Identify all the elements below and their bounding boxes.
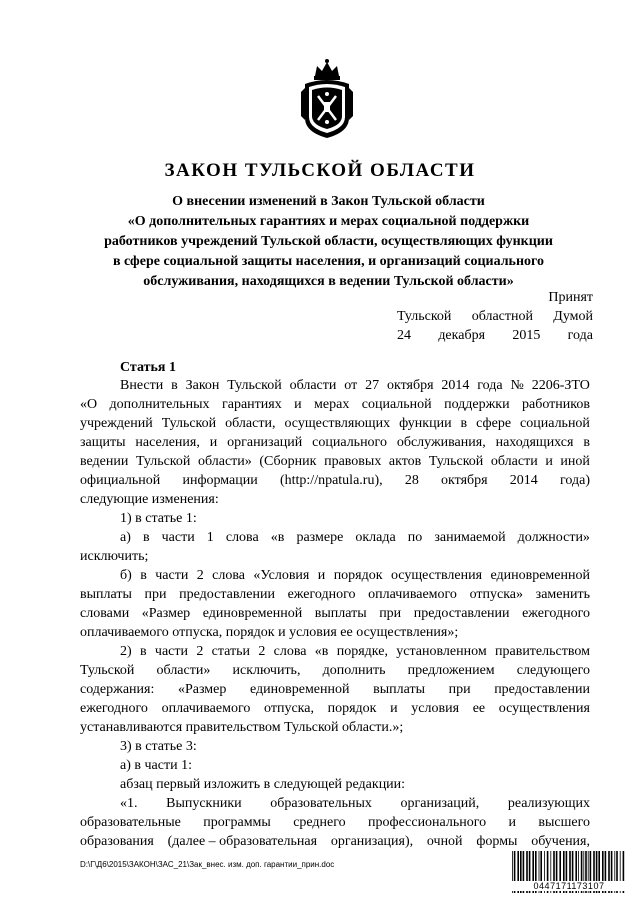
word: статьи <box>211 644 250 659</box>
adopted-word: областной <box>471 309 533 324</box>
word: предоставлении <box>179 587 275 602</box>
text-line <box>80 737 590 756</box>
word: информации <box>182 473 258 488</box>
text-line <box>80 623 590 642</box>
text-line <box>80 642 590 661</box>
word: исключить, <box>232 663 301 678</box>
word: гарантиях <box>221 397 282 412</box>
word: высшего <box>538 815 590 830</box>
word: «Размер <box>141 606 191 621</box>
word: очной <box>426 834 463 849</box>
word: Тульской <box>161 416 217 431</box>
text-line <box>80 395 590 414</box>
word: оплачиваемого <box>161 701 251 716</box>
word: абзац первый изложить в следующей редакции: <box>120 777 406 792</box>
word: (Сборник <box>259 454 317 469</box>
text-line <box>80 509 590 528</box>
word: октября <box>441 473 488 488</box>
text-line <box>80 547 590 566</box>
word: по <box>407 530 423 545</box>
subtitle-line: обслуживания, находящихся в ведении Тульской области» <box>143 274 514 289</box>
adopted-label: Принят <box>548 290 593 305</box>
text-line <box>80 699 590 718</box>
word: мерах <box>314 397 350 412</box>
word: 2206-ЗТО <box>531 378 590 393</box>
text-line <box>80 756 590 775</box>
tula-coat-of-arms-icon <box>299 58 355 142</box>
word: части <box>161 530 195 545</box>
word: выплаты <box>373 682 425 697</box>
word: правовых <box>324 454 382 469</box>
word: в <box>139 644 147 659</box>
word: осуществления <box>390 568 483 583</box>
word: отпуска» <box>469 587 524 602</box>
word: иной <box>560 454 590 469</box>
word: порядок <box>327 701 377 716</box>
word: социального <box>312 435 387 450</box>
word: «1. <box>120 796 138 811</box>
word: формы <box>476 834 518 849</box>
word: образовательных <box>270 796 372 811</box>
word: защиты <box>80 435 126 450</box>
law-subtitle <box>80 192 577 292</box>
word: функции <box>399 416 452 431</box>
adoption-date-year: 2015 <box>512 328 541 343</box>
word: оплачиваемого отпуска, порядок и условия ее осуществления»; <box>80 625 459 640</box>
text-line <box>80 794 590 813</box>
word: и <box>209 435 218 450</box>
word: сфере <box>476 416 512 431</box>
word: среднего <box>293 815 346 830</box>
word: оплачиваемого <box>368 587 457 602</box>
text-line <box>80 680 590 699</box>
word: единовременной <box>490 568 590 583</box>
word: области <box>289 378 337 393</box>
word: в <box>583 435 590 450</box>
word: населения, <box>135 435 200 450</box>
word: и <box>390 701 398 716</box>
word: «Условия <box>253 568 310 583</box>
word: предоставлении <box>494 682 590 697</box>
text-line <box>80 452 590 471</box>
law-title: ЗАКОН ТУЛЬСКОЙ ОБЛАСТИ <box>164 160 476 181</box>
word: должности» <box>517 530 590 545</box>
word: Внести <box>120 378 164 393</box>
word: осуществления <box>498 701 590 716</box>
word: Тульской <box>428 454 484 469</box>
word: поддержки <box>444 397 510 412</box>
word: в <box>140 568 147 583</box>
word: в <box>460 416 468 431</box>
word: дополнить <box>322 663 386 678</box>
word: социальной <box>361 397 432 412</box>
word: б) <box>120 568 132 583</box>
word: работников <box>522 397 590 412</box>
word: Выпускники <box>166 796 242 811</box>
barcode-number: 0447171173107 <box>510 881 628 891</box>
word: следующего <box>516 663 590 678</box>
word: устанавливаются правительством Тульской области.»; <box>80 720 404 735</box>
word: обучения, <box>531 834 590 849</box>
word: программы <box>203 815 271 830</box>
word: 2 <box>258 644 266 659</box>
word: исключить; <box>80 549 149 564</box>
word: и <box>545 454 553 469</box>
word: при <box>379 606 402 621</box>
word: находящихся <box>495 435 574 450</box>
word: области, <box>225 416 276 431</box>
word: и <box>294 397 302 412</box>
text-line <box>80 566 590 585</box>
word: профессионального <box>368 815 487 830</box>
word: 1) в статье 1: <box>120 511 197 526</box>
subtitle-line: «О дополнительных гарантиях и мерах социальной поддержки <box>127 214 530 229</box>
word: года) <box>560 473 590 488</box>
subtitle-line: работников учреждений Тульской области, осуществляющих функции <box>104 234 553 249</box>
word: предоставлении <box>413 606 510 621</box>
word: ежегодного <box>80 701 148 716</box>
word: актов <box>388 454 422 469</box>
word: а) в части 1: <box>120 758 192 773</box>
word: слова <box>212 568 245 583</box>
word: выплаты <box>314 606 367 621</box>
word: и <box>508 815 517 830</box>
word: 2014 <box>441 378 470 393</box>
word: 2 <box>196 644 204 659</box>
subtitle-line: О внесении изменений в Закон Тульской области <box>172 194 485 209</box>
word: обслуживания, <box>396 435 486 450</box>
word: заменить <box>535 587 590 602</box>
word: 1 <box>206 530 214 545</box>
adoption-date-month: декабря <box>438 328 486 343</box>
text-line <box>80 414 590 433</box>
word: следующие изменения: <box>80 492 219 507</box>
text-line <box>80 433 590 452</box>
word: 2 <box>196 568 204 583</box>
word: 2014 <box>509 473 538 488</box>
word: правительством <box>495 644 590 659</box>
text-line <box>80 718 590 737</box>
word: образования <box>80 834 154 849</box>
word: ежегодного <box>522 606 590 621</box>
word: организаций <box>227 435 303 450</box>
word: Тульской <box>80 663 135 678</box>
word: ведении <box>80 454 129 469</box>
word: содержания: <box>80 682 155 697</box>
word: области» <box>197 454 252 469</box>
word: № <box>510 378 524 393</box>
adoption-date-suffix: года <box>567 328 593 343</box>
word: при <box>448 682 471 697</box>
word: учреждений <box>80 416 153 431</box>
article-body <box>80 376 590 851</box>
word: дополнительных <box>109 397 210 412</box>
text-line <box>80 813 590 832</box>
word: области» <box>156 663 211 678</box>
word: Закон <box>185 378 220 393</box>
text-line <box>80 471 590 490</box>
word: единовременной <box>249 682 350 697</box>
word: 28 <box>404 473 419 488</box>
word: Тульской <box>135 454 191 469</box>
word: при <box>144 587 167 602</box>
word: части <box>154 644 189 659</box>
subtitle-line: в сфере социальной защиты населения, и организаций социального <box>112 254 545 269</box>
word: организаций, <box>400 796 480 811</box>
word: установленном <box>396 644 487 659</box>
word: условия <box>411 701 460 716</box>
text-line <box>80 490 590 509</box>
word: единовременной <box>202 606 303 621</box>
word: порядке, <box>336 644 388 659</box>
word: от <box>344 378 358 393</box>
word: образовательные <box>80 815 181 830</box>
word: «в <box>314 644 329 659</box>
word: занимаемой <box>434 530 506 545</box>
word: в <box>142 530 150 545</box>
file-path: D:\Г\Д6\2015\ЗАКОН\ЗАС_21\Зак_внес. изм. доп. гарантии_прин.doc <box>80 860 335 869</box>
word: области <box>490 454 538 469</box>
word: слова <box>225 530 259 545</box>
word: (http://npatula.ru), <box>279 473 383 488</box>
word: слова <box>273 644 307 659</box>
word: и <box>317 568 326 583</box>
word: отпуска, <box>264 701 314 716</box>
word: «Размер <box>177 682 227 697</box>
word: «О <box>80 397 98 412</box>
text-line <box>80 528 590 547</box>
text-line <box>80 832 590 851</box>
text-line <box>80 775 590 794</box>
word: (далее – образовательная <box>167 834 318 849</box>
word: социальной <box>520 416 590 431</box>
word: реализующих <box>507 796 590 811</box>
word: порядок <box>333 568 383 583</box>
word: размере <box>296 530 344 545</box>
word: в <box>171 378 178 393</box>
adopted-word: Тульской <box>397 309 452 324</box>
word: октября <box>386 378 434 393</box>
word: части <box>155 568 189 583</box>
word: выплаты <box>80 587 132 602</box>
word: 27 <box>365 378 380 393</box>
word: осуществляющих <box>284 416 391 431</box>
word: Тульской <box>227 378 282 393</box>
word: а) <box>120 530 131 545</box>
text-line <box>80 604 590 623</box>
article-heading: Статья 1 <box>120 360 176 375</box>
word: 2) <box>120 644 132 659</box>
word: организация), <box>330 834 414 849</box>
word: «в <box>270 530 285 545</box>
text-line <box>80 585 590 604</box>
text-line <box>80 661 590 680</box>
text-line <box>80 376 590 395</box>
word: оклада <box>355 530 396 545</box>
word: ее <box>472 701 486 716</box>
adoption-date-day: 24 <box>397 328 411 343</box>
word: ежегодного <box>287 587 356 602</box>
word: словами <box>80 606 130 621</box>
word: 3) в статье 3: <box>120 739 197 754</box>
adoption-block <box>397 288 593 345</box>
word: предложением <box>407 663 495 678</box>
word: года <box>477 378 503 393</box>
adopted-word: Думой <box>553 309 593 324</box>
word: официальной <box>80 473 161 488</box>
